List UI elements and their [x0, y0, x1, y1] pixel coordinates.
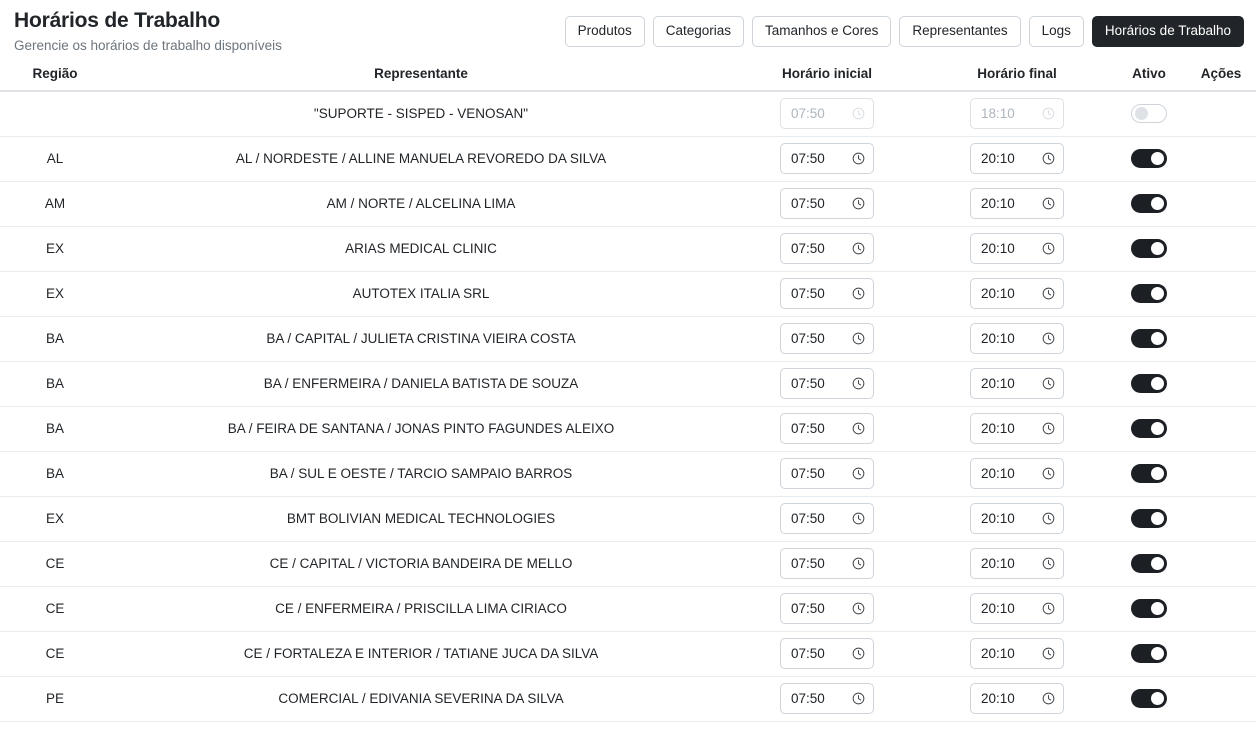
cell-acoes [1186, 586, 1256, 631]
table-body [0, 91, 1256, 721]
clock-icon[interactable] [852, 197, 865, 210]
clock-icon[interactable] [852, 332, 865, 345]
end-time-value: 18:10 [981, 105, 1015, 121]
page-header [0, 0, 1256, 56]
ativo-toggle[interactable] [1131, 464, 1167, 483]
clock-icon[interactable] [1042, 692, 1055, 705]
cell-ativo [1112, 91, 1186, 136]
start-time-value: 07:50 [791, 690, 825, 706]
clock-icon[interactable] [1042, 287, 1055, 300]
cell-regiao: BA [0, 361, 110, 406]
cell-acoes [1186, 631, 1256, 676]
cell-regiao: EX [0, 226, 110, 271]
tab-tamanhos-e-cores[interactable]: Tamanhos e Cores [752, 16, 891, 47]
ativo-toggle[interactable] [1131, 689, 1167, 708]
cell-end-time [922, 136, 1112, 181]
start-time-value: 07:50 [791, 600, 825, 616]
start-time-input[interactable] [780, 638, 874, 669]
clock-icon[interactable] [852, 287, 865, 300]
clock-icon[interactable] [852, 467, 865, 480]
cell-regiao: BA [0, 451, 110, 496]
clock-icon[interactable] [1042, 647, 1055, 660]
end-time-input[interactable] [970, 413, 1064, 444]
cell-start-time [732, 451, 922, 496]
end-time-value: 20:10 [981, 195, 1015, 211]
cell-acoes [1186, 541, 1256, 586]
table-row [0, 316, 1256, 361]
start-time-value: 07:50 [791, 510, 825, 526]
ativo-toggle[interactable] [1131, 554, 1167, 573]
cell-end-time [922, 271, 1112, 316]
cell-end-time [922, 586, 1112, 631]
ativo-toggle[interactable] [1131, 284, 1167, 303]
cell-start-time [732, 586, 922, 631]
cell-representante: CE / CAPITAL / VICTORIA BANDEIRA DE MELLO [110, 541, 732, 586]
table-row [0, 406, 1256, 451]
toggle-knob [1151, 377, 1164, 390]
start-time-value: 07:50 [791, 465, 825, 481]
schedules-table [0, 56, 1256, 722]
toggle-knob [1151, 512, 1164, 525]
tab-categorias[interactable]: Categorias [653, 16, 744, 47]
clock-icon[interactable] [1042, 332, 1055, 345]
clock-icon[interactable] [852, 242, 865, 255]
table-row [0, 271, 1256, 316]
table-row [0, 586, 1256, 631]
cell-ativo [1112, 316, 1186, 361]
ativo-toggle[interactable] [1131, 644, 1167, 663]
toggle-knob [1151, 242, 1164, 255]
cell-acoes [1186, 496, 1256, 541]
end-time-input [970, 98, 1064, 129]
table-row [0, 631, 1256, 676]
cell-ativo [1112, 226, 1186, 271]
start-time-value: 07:50 [791, 105, 825, 121]
end-time-input[interactable] [970, 368, 1064, 399]
cell-start-time [732, 91, 922, 136]
end-time-input[interactable] [970, 593, 1064, 624]
tab-representantes[interactable]: Representantes [899, 16, 1020, 47]
start-time-value: 07:50 [791, 555, 825, 571]
clock-icon[interactable] [852, 107, 865, 120]
cell-regiao: CE [0, 586, 110, 631]
cell-acoes [1186, 316, 1256, 361]
cell-regiao: AM [0, 181, 110, 226]
table-header-row [0, 56, 1256, 91]
ativo-toggle[interactable] [1131, 374, 1167, 393]
end-time-value: 20:10 [981, 240, 1015, 256]
clock-icon[interactable] [1042, 422, 1055, 435]
cell-start-time [732, 181, 922, 226]
cell-acoes [1186, 676, 1256, 721]
end-time-value: 20:10 [981, 150, 1015, 166]
ativo-toggle[interactable] [1131, 599, 1167, 618]
clock-icon[interactable] [852, 377, 865, 390]
ativo-toggle[interactable] [1131, 329, 1167, 348]
cell-ativo [1112, 406, 1186, 451]
end-time-value: 20:10 [981, 330, 1015, 346]
ativo-toggle[interactable] [1131, 149, 1167, 168]
cell-representante: BMT BOLIVIAN MEDICAL TECHNOLOGIES [110, 496, 732, 541]
toggle-knob [1151, 152, 1164, 165]
clock-icon[interactable] [1042, 107, 1055, 120]
ativo-toggle[interactable] [1131, 239, 1167, 258]
clock-icon[interactable] [852, 602, 865, 615]
cell-end-time [922, 91, 1112, 136]
page-subtitle: Gerencie os horários de trabalho disponíveis [14, 38, 282, 53]
toggle-knob [1151, 467, 1164, 480]
start-time-input [780, 98, 874, 129]
ativo-toggle[interactable] [1131, 509, 1167, 528]
end-time-value: 20:10 [981, 420, 1015, 436]
toggle-knob [1135, 107, 1148, 120]
cell-acoes [1186, 406, 1256, 451]
clock-icon[interactable] [1042, 512, 1055, 525]
cell-ativo [1112, 586, 1186, 631]
end-time-value: 20:10 [981, 645, 1015, 661]
end-time-value: 20:10 [981, 555, 1015, 571]
ativo-toggle[interactable] [1131, 104, 1167, 123]
start-time-value: 07:50 [791, 195, 825, 211]
table-row [0, 451, 1256, 496]
toggle-knob [1151, 332, 1164, 345]
nav-tabs [565, 16, 1244, 47]
cell-end-time [922, 361, 1112, 406]
end-time-input[interactable] [970, 458, 1064, 489]
cell-ativo [1112, 676, 1186, 721]
toggle-knob [1151, 557, 1164, 570]
toggle-knob [1151, 287, 1164, 300]
cell-ativo [1112, 361, 1186, 406]
cell-representante: AL / NORDESTE / ALLINE MANUELA REVOREDO DA SILVA [110, 136, 732, 181]
cell-representante: BA / ENFERMEIRA / DANIELA BATISTA DE SOUZA [110, 361, 732, 406]
cell-ativo [1112, 271, 1186, 316]
cell-start-time [732, 496, 922, 541]
cell-start-time [732, 226, 922, 271]
start-time-input[interactable] [780, 368, 874, 399]
start-time-value: 07:50 [791, 375, 825, 391]
cell-end-time [922, 496, 1112, 541]
end-time-value: 20:10 [981, 465, 1015, 481]
start-time-value: 07:50 [791, 240, 825, 256]
end-time-input[interactable] [970, 233, 1064, 264]
start-time-input[interactable] [780, 413, 874, 444]
cell-ativo [1112, 451, 1186, 496]
column-header-ativo: Ativo [1112, 56, 1186, 91]
table-row [0, 91, 1256, 136]
table-row [0, 541, 1256, 586]
cell-ativo [1112, 136, 1186, 181]
schedules-table-wrap [0, 56, 1256, 722]
clock-icon[interactable] [1042, 242, 1055, 255]
toggle-knob [1151, 647, 1164, 660]
start-time-input[interactable] [780, 143, 874, 174]
table-row [0, 676, 1256, 721]
cell-end-time [922, 226, 1112, 271]
table-row [0, 181, 1256, 226]
cell-regiao: CE [0, 541, 110, 586]
start-time-input[interactable] [780, 233, 874, 264]
end-time-value: 20:10 [981, 285, 1015, 301]
cell-representante: BA / CAPITAL / JULIETA CRISTINA VIEIRA COSTA [110, 316, 732, 361]
clock-icon[interactable] [852, 422, 865, 435]
cell-acoes [1186, 451, 1256, 496]
cell-representante: "SUPORTE - SISPED - VENOSAN" [110, 91, 732, 136]
cell-acoes [1186, 181, 1256, 226]
clock-icon[interactable] [1042, 197, 1055, 210]
clock-icon[interactable] [852, 647, 865, 660]
table-row [0, 361, 1256, 406]
cell-representante: AUTOTEX ITALIA SRL [110, 271, 732, 316]
cell-representante: CE / ENFERMEIRA / PRISCILLA LIMA CIRIACO [110, 586, 732, 631]
cell-regiao: EX [0, 496, 110, 541]
start-time-input[interactable] [780, 683, 874, 714]
end-time-input[interactable] [970, 143, 1064, 174]
clock-icon[interactable] [1042, 152, 1055, 165]
cell-ativo [1112, 631, 1186, 676]
cell-end-time [922, 316, 1112, 361]
toggle-knob [1151, 602, 1164, 615]
cell-end-time [922, 181, 1112, 226]
start-time-input[interactable] [780, 323, 874, 354]
cell-representante: BA / FEIRA DE SANTANA / JONAS PINTO FAGUNDES ALEIXO [110, 406, 732, 451]
clock-icon[interactable] [852, 692, 865, 705]
column-header-acoes: Ações [1186, 56, 1256, 91]
cell-start-time [732, 541, 922, 586]
start-time-input[interactable] [780, 278, 874, 309]
table-row [0, 496, 1256, 541]
cell-acoes [1186, 226, 1256, 271]
start-time-input[interactable] [780, 548, 874, 579]
column-header-horario-final: Horário final [922, 56, 1112, 91]
start-time-input[interactable] [780, 593, 874, 624]
end-time-value: 20:10 [981, 600, 1015, 616]
end-time-input[interactable] [970, 638, 1064, 669]
cell-regiao: BA [0, 316, 110, 361]
tab-logs[interactable]: Logs [1029, 16, 1084, 47]
cell-acoes [1186, 271, 1256, 316]
end-time-value: 20:10 [981, 510, 1015, 526]
toggle-knob [1151, 692, 1164, 705]
clock-icon[interactable] [1042, 602, 1055, 615]
cell-representante: CE / FORTALEZA E INTERIOR / TATIANE JUCA DA SILVA [110, 631, 732, 676]
cell-representante: COMERCIAL / EDIVANIA SEVERINA DA SILVA [110, 676, 732, 721]
clock-icon[interactable] [852, 557, 865, 570]
cell-regiao: PE [0, 676, 110, 721]
cell-ativo [1112, 181, 1186, 226]
toggle-knob [1151, 422, 1164, 435]
clock-icon[interactable] [852, 512, 865, 525]
cell-start-time [732, 271, 922, 316]
column-header-representante: Representante [110, 56, 732, 91]
clock-icon[interactable] [1042, 467, 1055, 480]
end-time-input[interactable] [970, 188, 1064, 219]
end-time-input[interactable] [970, 548, 1064, 579]
end-time-value: 20:10 [981, 375, 1015, 391]
cell-regiao [0, 91, 110, 136]
end-time-input[interactable] [970, 683, 1064, 714]
cell-end-time [922, 676, 1112, 721]
ativo-toggle[interactable] [1131, 194, 1167, 213]
cell-end-time [922, 451, 1112, 496]
start-time-input[interactable] [780, 188, 874, 219]
end-time-value: 20:10 [981, 690, 1015, 706]
cell-start-time [732, 361, 922, 406]
cell-end-time [922, 406, 1112, 451]
cell-start-time [732, 676, 922, 721]
column-header-regiao: Região [0, 56, 110, 91]
cell-regiao: EX [0, 271, 110, 316]
cell-acoes [1186, 91, 1256, 136]
cell-start-time [732, 406, 922, 451]
end-time-input[interactable] [970, 323, 1064, 354]
start-time-value: 07:50 [791, 150, 825, 166]
page-title: Horários de Trabalho [14, 9, 221, 32]
clock-icon[interactable] [852, 152, 865, 165]
start-time-value: 07:50 [791, 285, 825, 301]
cell-end-time [922, 631, 1112, 676]
start-time-value: 07:50 [791, 645, 825, 661]
start-time-value: 07:50 [791, 420, 825, 436]
tab-produtos[interactable]: Produtos [565, 16, 645, 47]
column-header-horario-inicial: Horário inicial [732, 56, 922, 91]
cell-start-time [732, 631, 922, 676]
end-time-input[interactable] [970, 278, 1064, 309]
cell-regiao: BA [0, 406, 110, 451]
cell-acoes [1186, 361, 1256, 406]
cell-regiao: AL [0, 136, 110, 181]
tab-horários-de-trabalho[interactable]: Horários de Trabalho [1092, 16, 1244, 47]
cell-representante: ARIAS MEDICAL CLINIC [110, 226, 732, 271]
table-row [0, 226, 1256, 271]
end-time-input[interactable] [970, 503, 1064, 534]
start-time-input[interactable] [780, 458, 874, 489]
start-time-value: 07:50 [791, 330, 825, 346]
cell-representante: AM / NORTE / ALCELINA LIMA [110, 181, 732, 226]
table-head [0, 56, 1256, 91]
clock-icon[interactable] [1042, 557, 1055, 570]
cell-regiao: CE [0, 631, 110, 676]
cell-ativo [1112, 496, 1186, 541]
toggle-knob [1151, 197, 1164, 210]
cell-start-time [732, 316, 922, 361]
cell-end-time [922, 541, 1112, 586]
ativo-toggle[interactable] [1131, 419, 1167, 438]
cell-ativo [1112, 541, 1186, 586]
start-time-input[interactable] [780, 503, 874, 534]
table-row [0, 136, 1256, 181]
cell-start-time [732, 136, 922, 181]
cell-representante: BA / SUL E OESTE / TARCIO SAMPAIO BARROS [110, 451, 732, 496]
cell-acoes [1186, 136, 1256, 181]
clock-icon[interactable] [1042, 377, 1055, 390]
